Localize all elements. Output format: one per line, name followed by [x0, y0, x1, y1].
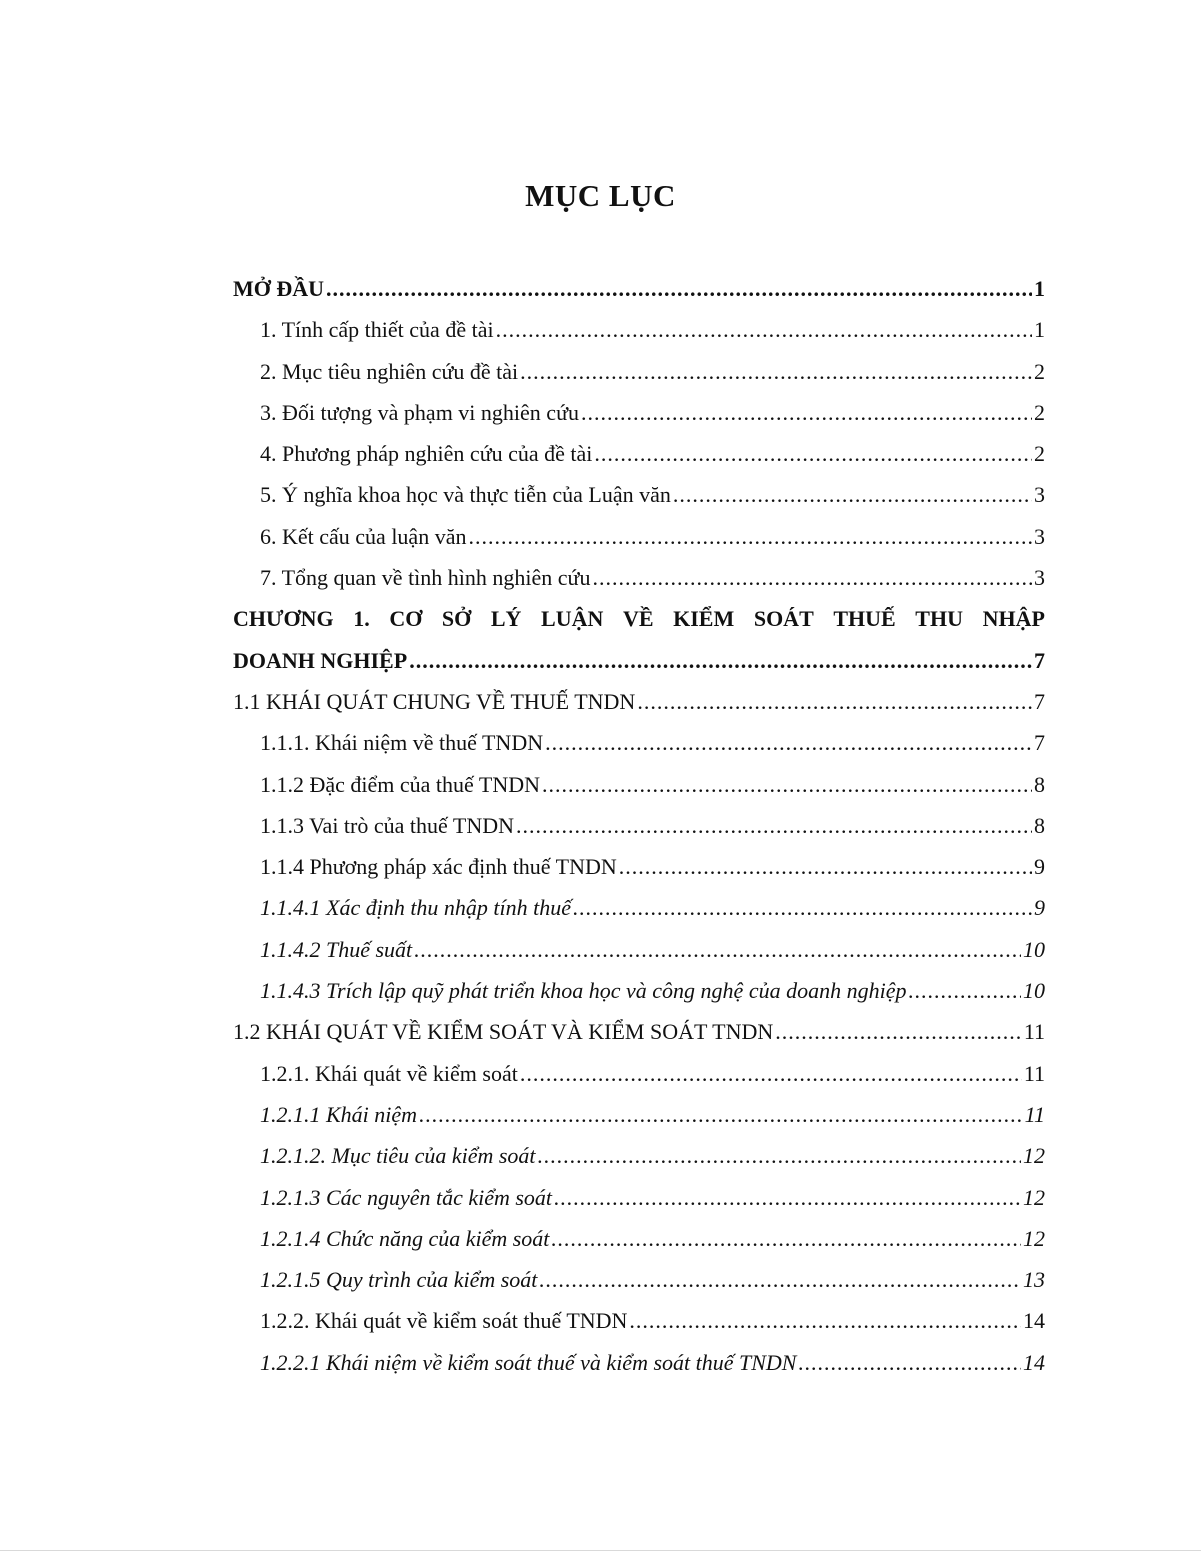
toc-line: [233, 1011, 1045, 1052]
toc-dot-leader: [592, 557, 1032, 598]
toc-line: [260, 970, 1045, 1011]
toc-dot-leader: [551, 1218, 1021, 1259]
toc-page-number: 12: [1023, 1225, 1045, 1251]
toc-dot-leader: [539, 1259, 1021, 1300]
toc-entry-title: CHƯƠNG 1. CƠ SỞ LÝ LUẬN VỀ KIỂM SOÁT THUẾ THU NHẬP: [233, 606, 1045, 632]
toc-dot-leader: [520, 351, 1032, 392]
toc-entry-title: 7. Tổng quan về tình hình nghiên cứu: [260, 565, 591, 591]
toc-dot-leader: [798, 1342, 1021, 1383]
toc-entry[interactable]: [233, 392, 1045, 433]
toc-entry[interactable]: [233, 1053, 1045, 1094]
toc-entry[interactable]: [233, 1300, 1045, 1341]
toc-dot-leader: [409, 640, 1032, 681]
toc-line: [260, 1300, 1045, 1341]
toc-entry[interactable]: [233, 1218, 1045, 1259]
page-bottom-edge: [0, 1550, 1201, 1551]
toc-dot-leader: [554, 1177, 1021, 1218]
toc-entry-title: 1.1 KHÁI QUÁT CHUNG VỀ THUẾ TNDN: [233, 688, 636, 714]
toc-entry-title: 5. Ý nghĩa khoa học và thực tiễn của Luận văn: [260, 482, 671, 508]
toc-line: [260, 1094, 1045, 1135]
toc-entry-title: 1.1.4.3 Trích lập quỹ phát triển khoa học và công nghệ của doanh nghiệp: [260, 978, 907, 1004]
toc-dot-leader: [538, 1135, 1021, 1176]
toc-entry-title: 1.2.1.5 Quy trình của kiểm soát: [260, 1267, 538, 1293]
toc-entry-title: 1.2.1.1 Khái niệm: [260, 1101, 418, 1127]
toc-page-number: 11: [1024, 1101, 1045, 1127]
toc-line: [260, 351, 1045, 392]
toc-line: [260, 764, 1045, 805]
toc-entry-title: 1.2.1.3 Các nguyên tắc kiểm soát: [260, 1184, 553, 1210]
toc-page-number: 10: [1023, 936, 1045, 962]
toc-entry[interactable]: [233, 805, 1045, 846]
toc-line: [260, 392, 1045, 433]
toc-entry-title: 6. Kết cấu của luận văn: [260, 523, 467, 549]
toc-entry[interactable]: [233, 351, 1045, 392]
toc-page-number: 7: [1034, 730, 1045, 756]
toc-entry[interactable]: [233, 764, 1045, 805]
toc-entry-title: 1.1.1. Khái niệm về thuế TNDN: [260, 730, 544, 756]
toc-line: [260, 1259, 1045, 1300]
toc-page-number: 3: [1034, 523, 1045, 549]
toc-entry-title: 3. Đối tượng và phạm vi nghiên cứu: [260, 399, 579, 425]
toc-entry-title: 1.1.4 Phương pháp xác định thuế TNDN: [260, 854, 617, 880]
toc-entry[interactable]: [233, 970, 1045, 1011]
toc-dot-leader: [594, 433, 1032, 474]
toc-entry[interactable]: [233, 1094, 1045, 1135]
toc-page-number: 12: [1023, 1143, 1045, 1169]
toc-entry[interactable]: [233, 1011, 1045, 1052]
toc-dot-leader: [637, 681, 1032, 722]
toc-line: [260, 474, 1045, 515]
toc-entry[interactable]: [233, 846, 1045, 887]
toc-line: [260, 309, 1045, 350]
table-of-contents: [233, 268, 1045, 1383]
toc-dot-leader: [573, 887, 1032, 928]
toc-page-number: 8: [1034, 812, 1045, 838]
toc-page-number: 11: [1023, 1060, 1045, 1086]
toc-line: [260, 557, 1045, 598]
toc-dot-leader: [419, 1094, 1023, 1135]
toc-page-number: 9: [1034, 854, 1045, 880]
toc-entry-title: 1.2.2.1 Khái niệm về kiểm soát thuế và kiểm soát thuế TNDN: [260, 1349, 797, 1375]
toc-line: [260, 887, 1045, 928]
toc-line: [260, 1135, 1045, 1176]
toc-page-number: 9: [1034, 895, 1045, 921]
toc-page-number: 14: [1023, 1349, 1045, 1375]
toc-line: [260, 1177, 1045, 1218]
toc-page-number: 2: [1034, 441, 1045, 467]
toc-entry[interactable]: [233, 1259, 1045, 1300]
toc-page-number: 1: [1034, 276, 1045, 301]
toc-entry-title: 1. Tính cấp thiết của đề tài: [260, 317, 494, 343]
toc-page-number: 12: [1023, 1184, 1045, 1210]
toc-entry[interactable]: [233, 309, 1045, 350]
toc-entry[interactable]: [233, 474, 1045, 515]
toc-page-number: 10: [1023, 978, 1045, 1004]
toc-dot-leader: [673, 474, 1032, 515]
toc-line: [233, 681, 1045, 722]
toc-entry-title: DOANH NGHIỆP: [233, 647, 408, 673]
toc-entry[interactable]: [233, 722, 1045, 763]
toc-page-number: 3: [1034, 565, 1045, 591]
toc-line: [260, 1342, 1045, 1383]
toc-dot-leader: [775, 1011, 1022, 1052]
toc-entry[interactable]: [233, 557, 1045, 598]
toc-line: [233, 598, 1045, 639]
toc-page-number: 14: [1023, 1308, 1045, 1334]
toc-entry[interactable]: [233, 1177, 1045, 1218]
toc-entry[interactable]: [233, 929, 1045, 970]
toc-entry[interactable]: [233, 1342, 1045, 1383]
toc-line: [260, 722, 1045, 763]
toc-dot-leader: [908, 970, 1021, 1011]
toc-page-number: 11: [1023, 1019, 1045, 1045]
toc-line: [260, 805, 1045, 846]
toc-dot-leader: [629, 1300, 1021, 1341]
toc-entry[interactable]: [233, 268, 1045, 309]
toc-entry-title: 1.1.2 Đặc điểm của thuế TNDN: [260, 771, 541, 797]
toc-dot-leader: [545, 722, 1032, 763]
toc-entry-title: 1.1.3 Vai trò của thuế TNDN: [260, 812, 514, 838]
toc-entry-title: 1.1.4.2 Thuế suất: [260, 936, 413, 962]
toc-entry[interactable]: [233, 1135, 1045, 1176]
toc-line: [260, 516, 1045, 557]
toc-line: [233, 268, 1045, 309]
toc-dot-leader: [516, 805, 1032, 846]
toc-entry-title: 1.2.2. Khái quát về kiểm soát thuế TNDN: [260, 1308, 628, 1334]
toc-dot-leader: [581, 392, 1032, 433]
toc-entry[interactable]: [233, 681, 1045, 722]
toc-entry-title: 1.2.1.2. Mục tiêu của kiểm soát: [260, 1143, 536, 1169]
toc-entry-title: 1.2.1.4 Chức năng của kiểm soát: [260, 1225, 550, 1251]
toc-page-number: 2: [1034, 399, 1045, 425]
toc-dot-leader: [468, 516, 1032, 557]
toc-page-number: 7: [1034, 647, 1045, 673]
toc-entry[interactable]: [233, 433, 1045, 474]
toc-page-number: 8: [1034, 771, 1045, 797]
toc-page-number: 1: [1034, 317, 1045, 343]
toc-entry-title: 1.2.1. Khái quát về kiểm soát: [260, 1060, 518, 1086]
toc-page-number: 13: [1023, 1267, 1045, 1293]
toc-line: [233, 640, 1045, 681]
toc-entry[interactable]: [233, 516, 1045, 557]
toc-dot-leader: [520, 1053, 1022, 1094]
page-title: MỤC LỤC: [525, 178, 676, 213]
toc-page-number: 7: [1034, 688, 1045, 714]
toc-dot-leader: [542, 764, 1032, 805]
toc-entry[interactable]: [233, 887, 1045, 928]
toc-dot-leader: [496, 309, 1032, 350]
toc-entry-title: 1.2 KHÁI QUÁT VỀ KIỂM SOÁT VÀ KIỂM SOÁT TNDN: [233, 1019, 774, 1045]
toc-line: [260, 1218, 1045, 1259]
toc-line: [260, 929, 1045, 970]
toc-entry-title: 2. Mục tiêu nghiên cứu đề tài: [260, 358, 519, 384]
toc-page-number: 3: [1034, 482, 1045, 508]
toc-dot-leader: [326, 268, 1032, 309]
toc-page-number: 2: [1034, 358, 1045, 384]
toc-dot-leader: [414, 929, 1021, 970]
toc-entry-title: 1.1.4.1 Xác định thu nhập tính thuế: [260, 895, 572, 921]
toc-entry-title: MỞ ĐẦU: [233, 276, 325, 301]
toc-dot-leader: [619, 846, 1032, 887]
toc-line: [260, 1053, 1045, 1094]
toc-entry-title: 4. Phương pháp nghiên cứu của đề tài: [260, 441, 593, 467]
toc-entry[interactable]: [233, 598, 1045, 639]
toc-line: [260, 846, 1045, 887]
toc-line: [260, 433, 1045, 474]
toc-entry[interactable]: [233, 640, 1045, 681]
